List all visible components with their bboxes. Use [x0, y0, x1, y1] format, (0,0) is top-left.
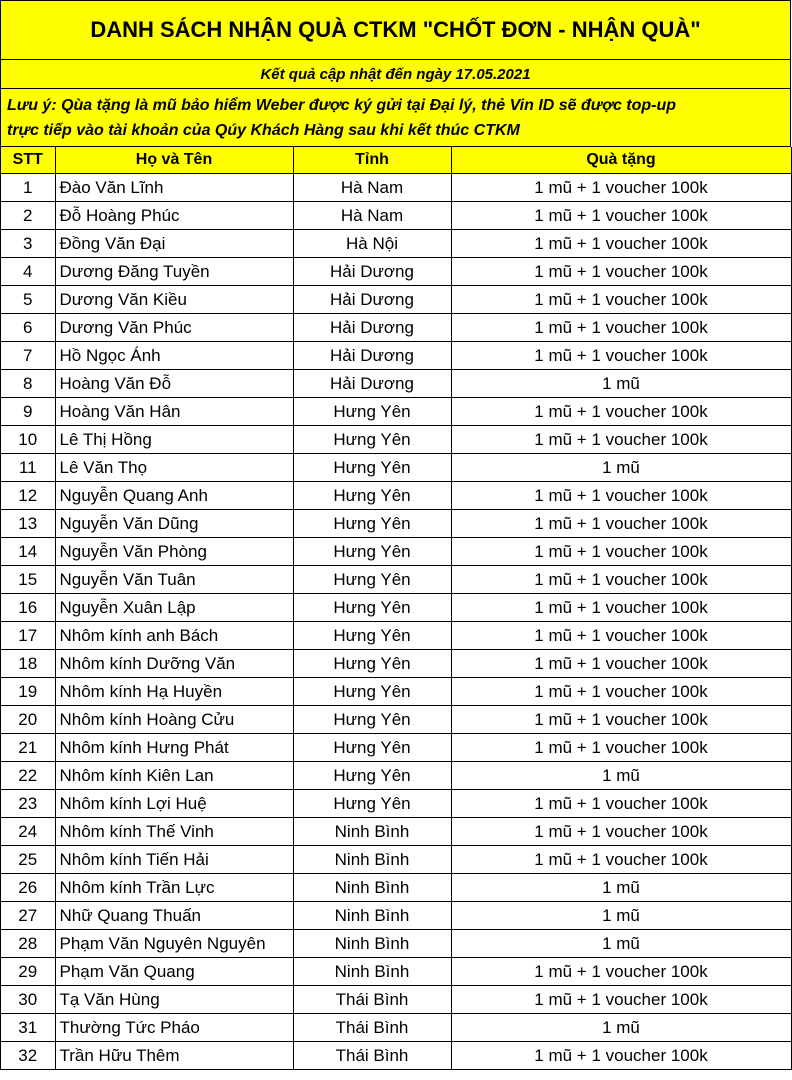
name-cell[interactable]: Nhôm kính Lợi Huệ — [55, 790, 293, 818]
table-row — [1, 174, 791, 202]
stt-cell[interactable]: 25 — [1, 846, 55, 874]
province-cell[interactable]: Hải Dương — [293, 286, 451, 314]
gift-cell[interactable]: 1 mũ + 1 voucher 100k — [451, 734, 791, 762]
gift-cell[interactable]: 1 mũ + 1 voucher 100k — [451, 398, 791, 426]
table-row — [1, 678, 791, 706]
name-cell[interactable]: Nhôm kính Hạ Huyền — [55, 678, 293, 706]
province-cell[interactable]: Hưng Yên — [293, 538, 451, 566]
column-header-name[interactable]: Họ và Tên — [55, 147, 293, 174]
name-cell[interactable]: Hoàng Văn Đỗ — [55, 370, 293, 398]
table-row — [1, 426, 791, 454]
table-row — [1, 762, 791, 790]
name-cell[interactable]: Hoàng Văn Hân — [55, 398, 293, 426]
name-cell[interactable]: Nhôm kính Hưng Phát — [55, 734, 293, 762]
stt-cell[interactable]: 10 — [1, 426, 55, 454]
gift-cell[interactable]: 1 mũ + 1 voucher 100k — [451, 510, 791, 538]
gift-cell[interactable]: 1 mũ + 1 voucher 100k — [451, 846, 791, 874]
province-cell[interactable]: Thái Bình — [293, 1042, 451, 1070]
table-row — [1, 286, 791, 314]
table-row — [1, 874, 791, 902]
province-cell[interactable]: Ninh Bình — [293, 930, 451, 958]
stt-cell[interactable]: 32 — [1, 1042, 55, 1070]
gift-cell[interactable]: 1 mũ + 1 voucher 100k — [451, 1042, 791, 1070]
stt-cell[interactable]: 16 — [1, 594, 55, 622]
gift-cell[interactable]: 1 mũ — [451, 454, 791, 482]
province-cell[interactable]: Ninh Bình — [293, 902, 451, 930]
gift-cell[interactable]: 1 mũ + 1 voucher 100k — [451, 482, 791, 510]
stt-cell[interactable]: 1 — [1, 174, 55, 202]
table-row — [1, 510, 791, 538]
name-cell[interactable]: Nguyễn Văn Phòng — [55, 538, 293, 566]
name-cell[interactable]: Nhôm kính anh Bách — [55, 622, 293, 650]
table-row — [1, 202, 791, 230]
table-row — [1, 818, 791, 846]
stt-cell[interactable]: 30 — [1, 986, 55, 1014]
name-cell[interactable]: Nhôm kính Hoàng Cửu — [55, 706, 293, 734]
gift-cell[interactable]: 1 mũ — [451, 930, 791, 958]
province-cell[interactable]: Hưng Yên — [293, 426, 451, 454]
stt-cell[interactable]: 29 — [1, 958, 55, 986]
recipient-table — [1, 147, 792, 1070]
name-cell[interactable]: Thường Tức Pháo — [55, 1014, 293, 1042]
province-cell[interactable]: Hải Dương — [293, 342, 451, 370]
gift-cell[interactable]: 1 mũ + 1 voucher 100k — [451, 986, 791, 1014]
gift-cell[interactable]: 1 mũ + 1 voucher 100k — [451, 342, 791, 370]
table-row — [1, 734, 791, 762]
table-row — [1, 902, 791, 930]
gift-cell[interactable]: 1 mũ + 1 voucher 100k — [451, 174, 791, 202]
table-row — [1, 706, 791, 734]
name-cell[interactable]: Nguyễn Văn Tuân — [55, 566, 293, 594]
stt-cell[interactable]: 21 — [1, 734, 55, 762]
gift-cell[interactable]: 1 mũ — [451, 874, 791, 902]
gift-cell[interactable]: 1 mũ — [451, 902, 791, 930]
province-cell[interactable]: Hưng Yên — [293, 454, 451, 482]
sheet-title[interactable]: DANH SÁCH NHẬN QUÀ CTKM "CHỐT ĐƠN - NHẬN QUÀ" — [1, 1, 791, 60]
name-cell[interactable]: Nguyễn Xuân Lập — [55, 594, 293, 622]
province-cell[interactable]: Hải Dương — [293, 258, 451, 286]
province-cell[interactable]: Hà Nam — [293, 202, 451, 230]
stt-cell[interactable]: 2 — [1, 202, 55, 230]
stt-cell[interactable]: 22 — [1, 762, 55, 790]
name-cell[interactable]: Nguyễn Văn Dũng — [55, 510, 293, 538]
name-cell[interactable]: Đào Văn Lĩnh — [55, 174, 293, 202]
province-cell[interactable]: Thái Bình — [293, 1014, 451, 1042]
province-cell[interactable]: Ninh Bình — [293, 874, 451, 902]
table-row — [1, 342, 791, 370]
gift-cell[interactable]: 1 mũ — [451, 1014, 791, 1042]
gift-cell[interactable]: 1 mũ + 1 voucher 100k — [451, 706, 791, 734]
table-row — [1, 538, 791, 566]
province-cell[interactable]: Hưng Yên — [293, 734, 451, 762]
name-cell[interactable]: Dương Văn Phúc — [55, 314, 293, 342]
stt-cell[interactable]: 19 — [1, 678, 55, 706]
stt-cell[interactable]: 5 — [1, 286, 55, 314]
gift-cell[interactable]: 1 mũ + 1 voucher 100k — [451, 202, 791, 230]
gift-cell[interactable]: 1 mũ + 1 voucher 100k — [451, 678, 791, 706]
column-header-gift[interactable]: Quà tặng — [451, 147, 791, 174]
province-cell[interactable]: Hưng Yên — [293, 622, 451, 650]
gift-cell[interactable]: 1 mũ + 1 voucher 100k — [451, 566, 791, 594]
name-cell[interactable]: Hồ Ngọc Ánh — [55, 342, 293, 370]
province-cell[interactable]: Hải Dương — [293, 370, 451, 398]
table-row — [1, 1014, 791, 1042]
name-cell[interactable]: Phạm Văn Nguyên Nguyên — [55, 930, 293, 958]
stt-cell[interactable]: 9 — [1, 398, 55, 426]
gift-cell[interactable]: 1 mũ + 1 voucher 100k — [451, 258, 791, 286]
stt-cell[interactable]: 8 — [1, 370, 55, 398]
province-cell[interactable]: Hưng Yên — [293, 650, 451, 678]
table-row — [1, 566, 791, 594]
gift-cell[interactable]: 1 mũ + 1 voucher 100k — [451, 622, 791, 650]
province-cell[interactable]: Hưng Yên — [293, 762, 451, 790]
province-cell[interactable]: Hưng Yên — [293, 706, 451, 734]
table-row — [1, 986, 791, 1014]
gift-note-line-2: trực tiếp vào tài khoản của Qúy Khách Hàng sau khi kết thúc CTKM — [7, 122, 520, 139]
header-row — [1, 147, 791, 174]
table-row — [1, 398, 791, 426]
stt-cell[interactable]: 24 — [1, 818, 55, 846]
name-cell[interactable]: Nhôm kính Tiến Hải — [55, 846, 293, 874]
gift-cell[interactable]: 1 mũ + 1 voucher 100k — [451, 286, 791, 314]
province-cell[interactable]: Ninh Bình — [293, 846, 451, 874]
name-cell[interactable]: Nhôm kính Thế Vinh — [55, 818, 293, 846]
stt-cell[interactable]: 4 — [1, 258, 55, 286]
gift-cell[interactable]: 1 mũ — [451, 762, 791, 790]
name-cell[interactable]: Phạm Văn Quang — [55, 958, 293, 986]
table-row — [1, 1042, 791, 1070]
stt-cell[interactable]: 23 — [1, 790, 55, 818]
name-cell[interactable]: Dương Đăng Tuyền — [55, 258, 293, 286]
province-cell[interactable]: Hưng Yên — [293, 566, 451, 594]
name-cell[interactable]: Tạ Văn Hùng — [55, 986, 293, 1014]
name-cell[interactable]: Lê Thị Hồng — [55, 426, 293, 454]
name-cell[interactable]: Nguyễn Quang Anh — [55, 482, 293, 510]
stt-cell[interactable]: 13 — [1, 510, 55, 538]
gift-cell[interactable]: 1 mũ + 1 voucher 100k — [451, 314, 791, 342]
province-cell[interactable]: Hải Dương — [293, 314, 451, 342]
name-cell[interactable]: Nhôm kính Trần Lực — [55, 874, 293, 902]
name-cell[interactable]: Đồng Văn Đại — [55, 230, 293, 258]
stt-cell[interactable]: 7 — [1, 342, 55, 370]
table-row — [1, 930, 791, 958]
gift-note[interactable] — [1, 89, 791, 147]
province-cell[interactable]: Hưng Yên — [293, 398, 451, 426]
gift-cell[interactable]: 1 mũ — [451, 370, 791, 398]
table-row — [1, 258, 791, 286]
province-cell[interactable]: Hà Nội — [293, 230, 451, 258]
province-cell[interactable]: Hưng Yên — [293, 510, 451, 538]
name-cell[interactable]: Dương Văn Kiều — [55, 286, 293, 314]
province-cell[interactable]: Hà Nam — [293, 174, 451, 202]
province-cell[interactable]: Thái Bình — [293, 986, 451, 1014]
gift-cell[interactable]: 1 mũ + 1 voucher 100k — [451, 790, 791, 818]
gift-cell[interactable]: 1 mũ + 1 voucher 100k — [451, 818, 791, 846]
stt-cell[interactable]: 6 — [1, 314, 55, 342]
gift-cell[interactable]: 1 mũ + 1 voucher 100k — [451, 958, 791, 986]
gift-cell[interactable]: 1 mũ + 1 voucher 100k — [451, 230, 791, 258]
name-cell[interactable]: Nhôm kính Kiên Lan — [55, 762, 293, 790]
table-row — [1, 790, 791, 818]
name-cell[interactable]: Nhôm kính Dưỡng Văn — [55, 650, 293, 678]
gift-cell[interactable]: 1 mũ + 1 voucher 100k — [451, 426, 791, 454]
name-cell[interactable]: Đỗ Hoàng Phúc — [55, 202, 293, 230]
stt-cell[interactable]: 14 — [1, 538, 55, 566]
stt-cell[interactable]: 31 — [1, 1014, 55, 1042]
stt-cell[interactable]: 15 — [1, 566, 55, 594]
name-cell[interactable]: Lê Văn Thọ — [55, 454, 293, 482]
table-row — [1, 958, 791, 986]
table-row — [1, 594, 791, 622]
gift-cell[interactable]: 1 mũ + 1 voucher 100k — [451, 650, 791, 678]
gift-cell[interactable]: 1 mũ + 1 voucher 100k — [451, 594, 791, 622]
table-row — [1, 454, 791, 482]
stt-cell[interactable]: 3 — [1, 230, 55, 258]
stt-cell[interactable]: 20 — [1, 706, 55, 734]
table-row — [1, 482, 791, 510]
table-row — [1, 370, 791, 398]
stt-cell[interactable]: 18 — [1, 650, 55, 678]
province-cell[interactable]: Hưng Yên — [293, 482, 451, 510]
stt-cell[interactable]: 17 — [1, 622, 55, 650]
gift-note-line-1: Lưu ý: Qùa tặng là mũ bảo hiểm Weber được ký gửi tại Đại lý, thẻ Vin ID sẽ được top-up — [7, 97, 677, 114]
stt-cell[interactable]: 26 — [1, 874, 55, 902]
stt-cell[interactable]: 11 — [1, 454, 55, 482]
province-cell[interactable]: Hưng Yên — [293, 790, 451, 818]
table-row — [1, 314, 791, 342]
name-cell[interactable]: Trần Hữu Thêm — [55, 1042, 293, 1070]
province-cell[interactable]: Hưng Yên — [293, 594, 451, 622]
table-row — [1, 230, 791, 258]
table-row — [1, 650, 791, 678]
province-cell[interactable]: Ninh Bình — [293, 818, 451, 846]
table-row — [1, 846, 791, 874]
table-row — [1, 622, 791, 650]
province-cell[interactable]: Hưng Yên — [293, 678, 451, 706]
column-header-province[interactable]: Tỉnh — [293, 147, 451, 174]
column-header-stt[interactable]: STT — [1, 147, 55, 174]
stt-cell[interactable]: 12 — [1, 482, 55, 510]
update-date-note[interactable]: Kết quả cập nhật đến ngày 17.05.2021 — [1, 60, 791, 89]
name-cell[interactable]: Nhữ Quang Thuấn — [55, 902, 293, 930]
stt-cell[interactable]: 28 — [1, 930, 55, 958]
gift-cell[interactable]: 1 mũ + 1 voucher 100k — [451, 538, 791, 566]
stt-cell[interactable]: 27 — [1, 902, 55, 930]
province-cell[interactable]: Ninh Bình — [293, 958, 451, 986]
